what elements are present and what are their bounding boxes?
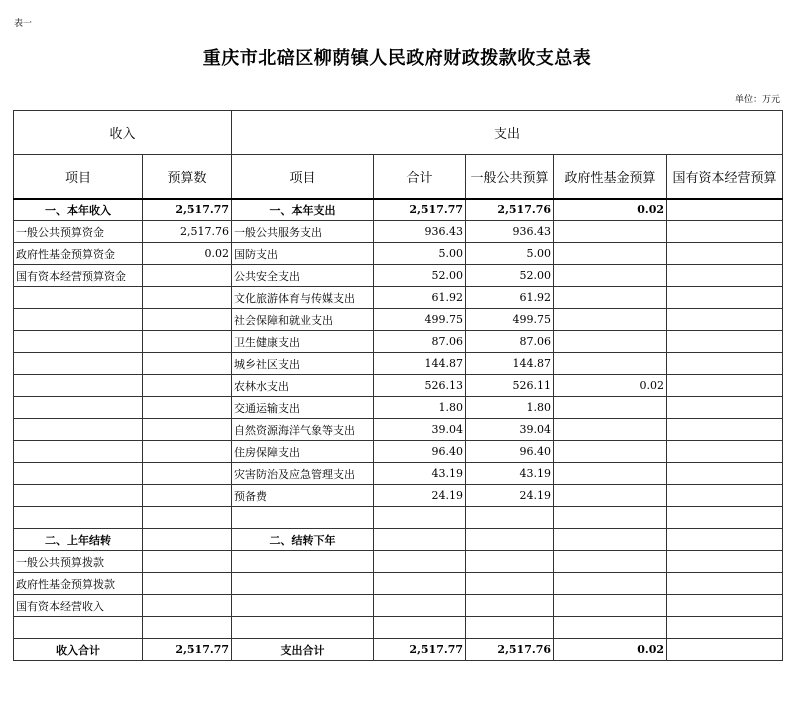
income-amount-cell [143, 595, 232, 617]
total-cell: 24.19 [374, 485, 466, 507]
general-budget-cell: 1.80 [466, 397, 554, 419]
total-cell [374, 573, 466, 595]
header-row-2 [14, 155, 783, 199]
table-row [14, 331, 783, 353]
total-cell: 526.13 [374, 375, 466, 397]
total-cell: 87.06 [374, 331, 466, 353]
table-row [14, 551, 783, 573]
expenditure-item-cell: 国防支出 [232, 243, 374, 265]
income-item-cell [14, 397, 143, 419]
gov-fund-cell [554, 595, 667, 617]
expenditure-item-cell: 自然资源海洋气象等支出 [232, 419, 374, 441]
income-item-cell [14, 507, 143, 529]
total-cell: 39.04 [374, 419, 466, 441]
expenditure-item-cell: 二、结转下年 [232, 529, 374, 551]
expenditure-item-cell: 公共安全支出 [232, 265, 374, 287]
gov-fund-cell [554, 221, 667, 243]
total-cell: 144.87 [374, 353, 466, 375]
income-amount-cell [143, 265, 232, 287]
state-capital-cell [667, 265, 783, 287]
income-item-cell: 国有资本经营收入 [14, 595, 143, 617]
budget-amount-header: 预算数 [143, 155, 232, 199]
table-row [14, 463, 783, 485]
income-amount-cell: 2,517.77 [143, 199, 232, 221]
income-amount-cell [143, 309, 232, 331]
expenditure-item-cell: 预备费 [232, 485, 374, 507]
total-cell: 1.80 [374, 397, 466, 419]
general-budget-cell [466, 573, 554, 595]
income-amount-cell [143, 507, 232, 529]
state-capital-cell [667, 287, 783, 309]
total-cell: 5.00 [374, 243, 466, 265]
income-amount-cell [143, 441, 232, 463]
income-item-cell: 政府性基金预算资金 [14, 243, 143, 265]
income-amount-cell [143, 287, 232, 309]
income-amount-cell [143, 331, 232, 353]
general-budget-cell: 526.11 [466, 375, 554, 397]
state-capital-cell [667, 573, 783, 595]
total-cell: 52.00 [374, 265, 466, 287]
income-item-cell [14, 331, 143, 353]
gov-fund-cell [554, 419, 667, 441]
income-item-cell [14, 441, 143, 463]
table-row [14, 485, 783, 507]
gov-fund-header: 政府性基金预算 [554, 155, 667, 199]
gov-fund-cell: 0.02 [554, 199, 667, 221]
income-item-cell [14, 485, 143, 507]
table-row [14, 265, 783, 287]
expenditure-item-cell: 交通运输支出 [232, 397, 374, 419]
state-capital-cell [667, 529, 783, 551]
table-row [14, 243, 783, 265]
income-header: 收入 [14, 111, 232, 155]
table-row [14, 287, 783, 309]
table-row [14, 397, 783, 419]
general-budget-cell: 87.06 [466, 331, 554, 353]
expenditure-header: 支出 [232, 111, 783, 155]
income-amount-cell [143, 485, 232, 507]
state-capital-cell [667, 375, 783, 397]
state-capital-cell [667, 199, 783, 221]
income-amount-cell [143, 551, 232, 573]
total-cell: 2,517.77 [374, 639, 466, 661]
income-item-cell [14, 463, 143, 485]
state-capital-cell [667, 441, 783, 463]
state-capital-cell [667, 353, 783, 375]
gov-fund-cell [554, 485, 667, 507]
gov-fund-cell: 0.02 [554, 639, 667, 661]
state-capital-header: 国有资本经营预算 [667, 155, 783, 199]
income-item-cell: 政府性基金预算拨款 [14, 573, 143, 595]
unit-label: 单位：万元 [734, 95, 780, 105]
income-amount-cell: 2,517.76 [143, 221, 232, 243]
header-row-1 [14, 111, 783, 155]
income-amount-cell [143, 397, 232, 419]
expenditure-item-cell [232, 617, 374, 639]
income-amount-cell [143, 617, 232, 639]
income-amount-cell [143, 529, 232, 551]
state-capital-cell [667, 639, 783, 661]
total-cell: 96.40 [374, 441, 466, 463]
general-budget-cell [466, 551, 554, 573]
budget-summary-table [13, 110, 783, 661]
income-amount-cell [143, 463, 232, 485]
expenditure-item-cell: 城乡社区支出 [232, 353, 374, 375]
table-number-label: 表一 [14, 19, 33, 29]
gov-fund-cell [554, 617, 667, 639]
income-item-cell [14, 287, 143, 309]
expenditure-item-cell: 文化旅游体育与传媒支出 [232, 287, 374, 309]
general-budget-cell: 39.04 [466, 419, 554, 441]
expenditure-item-cell [232, 595, 374, 617]
gov-fund-cell [554, 243, 667, 265]
expenditure-item-cell: 卫生健康支出 [232, 331, 374, 353]
gov-fund-cell [554, 507, 667, 529]
income-item-cell [14, 617, 143, 639]
gov-fund-cell [554, 265, 667, 287]
expenditure-item-cell: 社会保障和就业支出 [232, 309, 374, 331]
total-cell [374, 507, 466, 529]
expenditure-item-cell [232, 551, 374, 573]
table-row [14, 199, 783, 221]
general-budget-cell [466, 595, 554, 617]
expenditure-item-cell: 灾害防治及应急管理支出 [232, 463, 374, 485]
general-budget-cell: 499.75 [466, 309, 554, 331]
state-capital-cell [667, 595, 783, 617]
total-header: 合计 [374, 155, 466, 199]
total-cell: 936.43 [374, 221, 466, 243]
table-row [14, 529, 783, 551]
table-row [14, 573, 783, 595]
general-budget-cell: 5.00 [466, 243, 554, 265]
general-budget-cell: 61.92 [466, 287, 554, 309]
table-row [14, 375, 783, 397]
income-amount-cell: 0.02 [143, 243, 232, 265]
gov-fund-cell [554, 573, 667, 595]
income-item-header: 项目 [14, 155, 143, 199]
income-item-cell [14, 309, 143, 331]
total-cell: 499.75 [374, 309, 466, 331]
gov-fund-cell [554, 463, 667, 485]
general-budget-cell [466, 617, 554, 639]
state-capital-cell [667, 463, 783, 485]
income-amount-cell [143, 573, 232, 595]
expenditure-item-cell: 一、本年支出 [232, 199, 374, 221]
gov-fund-cell [554, 331, 667, 353]
income-item-cell: 二、上年结转 [14, 529, 143, 551]
income-item-cell: 一、本年收入 [14, 199, 143, 221]
income-item-cell: 收入合计 [14, 639, 143, 661]
general-budget-cell: 52.00 [466, 265, 554, 287]
income-item-cell [14, 375, 143, 397]
expenditure-item-cell: 住房保障支出 [232, 441, 374, 463]
income-amount-cell [143, 353, 232, 375]
gov-fund-cell [554, 441, 667, 463]
general-budget-cell [466, 529, 554, 551]
state-capital-cell [667, 331, 783, 353]
gov-fund-cell [554, 397, 667, 419]
expenditure-item-header: 项目 [232, 155, 374, 199]
expenditure-item-cell [232, 573, 374, 595]
income-amount-cell: 2,517.77 [143, 639, 232, 661]
total-cell: 61.92 [374, 287, 466, 309]
total-cell: 43.19 [374, 463, 466, 485]
income-item-cell [14, 353, 143, 375]
general-budget-header: 一般公共预算 [466, 155, 554, 199]
general-budget-cell [466, 507, 554, 529]
total-cell [374, 551, 466, 573]
expenditure-item-cell: 一般公共服务支出 [232, 221, 374, 243]
general-budget-cell: 96.40 [466, 441, 554, 463]
table-row [14, 595, 783, 617]
total-cell [374, 595, 466, 617]
gov-fund-cell [554, 353, 667, 375]
general-budget-cell: 24.19 [466, 485, 554, 507]
gov-fund-cell [554, 551, 667, 573]
general-budget-cell: 936.43 [466, 221, 554, 243]
state-capital-cell [667, 551, 783, 573]
state-capital-cell [667, 419, 783, 441]
state-capital-cell [667, 221, 783, 243]
table-row [14, 309, 783, 331]
total-cell [374, 617, 466, 639]
table-row [14, 639, 783, 661]
expenditure-item-cell [232, 507, 374, 529]
state-capital-cell [667, 485, 783, 507]
table-row [14, 617, 783, 639]
table-row [14, 419, 783, 441]
state-capital-cell [667, 309, 783, 331]
expenditure-item-cell: 农林水支出 [232, 375, 374, 397]
gov-fund-cell [554, 529, 667, 551]
gov-fund-cell [554, 287, 667, 309]
total-cell [374, 529, 466, 551]
general-budget-cell: 43.19 [466, 463, 554, 485]
state-capital-cell [667, 243, 783, 265]
general-budget-cell: 2,517.76 [466, 639, 554, 661]
gov-fund-cell [554, 309, 667, 331]
gov-fund-cell: 0.02 [554, 375, 667, 397]
table-row [14, 353, 783, 375]
income-amount-cell [143, 375, 232, 397]
income-amount-cell [143, 419, 232, 441]
table-row [14, 507, 783, 529]
state-capital-cell [667, 397, 783, 419]
table-row [14, 221, 783, 243]
expenditure-item-cell: 支出合计 [232, 639, 374, 661]
table-row [14, 441, 783, 463]
income-item-cell: 国有资本经营预算资金 [14, 265, 143, 287]
state-capital-cell [667, 507, 783, 529]
state-capital-cell [667, 617, 783, 639]
general-budget-cell: 144.87 [466, 353, 554, 375]
income-item-cell: 一般公共预算资金 [14, 221, 143, 243]
total-cell: 2,517.77 [374, 199, 466, 221]
general-budget-cell: 2,517.76 [466, 199, 554, 221]
income-item-cell [14, 419, 143, 441]
page-title: 重庆市北碚区柳荫镇人民政府财政拨款收支总表 [202, 48, 592, 69]
income-item-cell: 一般公共预算拨款 [14, 551, 143, 573]
